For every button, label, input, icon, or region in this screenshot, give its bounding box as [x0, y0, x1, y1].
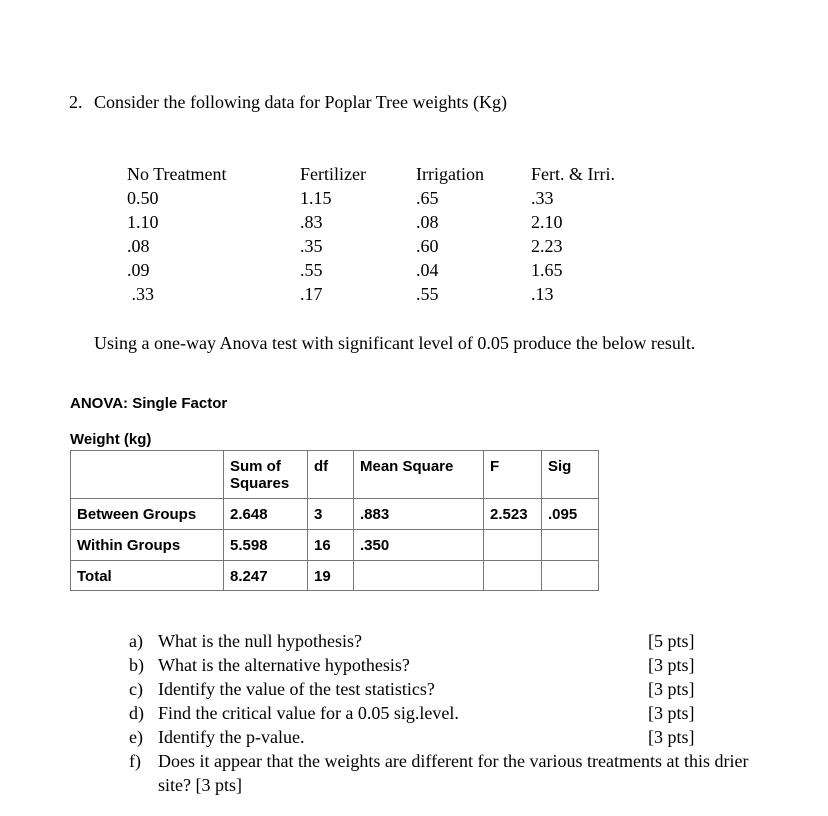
question-text: Consider the following data for Poplar Tree weights (Kg) [94, 92, 507, 112]
data-column-no-treatment [127, 162, 227, 306]
table-row [71, 499, 599, 530]
item-letter: f) [129, 751, 141, 771]
item-letter: c) [129, 679, 143, 699]
anova-table [70, 450, 599, 591]
list-item [129, 629, 769, 653]
data-value: .08 [127, 236, 150, 256]
header-cell: Sum of Squares [224, 451, 308, 499]
table-cell [484, 561, 542, 591]
data-column-irrigation [416, 162, 484, 306]
data-value: 0.50 [127, 188, 159, 208]
table-cell: 2.523 [484, 499, 542, 530]
item-letter: d) [129, 703, 144, 723]
table-cell: 19 [308, 561, 354, 591]
column-header: No Treatment [127, 164, 227, 184]
table-cell: 8.247 [224, 561, 308, 591]
data-value: .55 [300, 260, 323, 280]
table-cell: .883 [354, 499, 484, 530]
data-value: 1.15 [300, 188, 332, 208]
data-value: 1.10 [127, 212, 159, 232]
list-item [129, 701, 769, 725]
data-column-fert-irri [531, 162, 615, 306]
table-row [71, 561, 599, 591]
data-value: .60 [416, 236, 439, 256]
data-value: .55 [416, 284, 439, 304]
item-text: Find the critical value for a 0.05 sig.level. [158, 703, 459, 723]
anova-subtitle: Weight (kg) [70, 431, 152, 448]
data-value: .09 [127, 260, 150, 280]
data-value: .83 [300, 212, 323, 232]
item-letter: b) [129, 655, 144, 675]
row-label: Total [71, 561, 224, 591]
item-letter: a) [129, 631, 143, 651]
list-item [129, 653, 769, 677]
table-cell [354, 561, 484, 591]
data-value: .35 [300, 236, 323, 256]
item-text: Does it appear that the weights are different for the various treatments at this drier site? [3 pts] [158, 751, 749, 795]
table-cell: .350 [354, 530, 484, 561]
column-header: Fertilizer [300, 164, 366, 184]
table-cell [542, 530, 599, 561]
question-list [129, 629, 769, 797]
anova-title: ANOVA: Single Factor [70, 395, 228, 412]
item-points: [3 pts] [648, 703, 695, 723]
table-row [71, 530, 599, 561]
column-header: Irrigation [416, 164, 484, 184]
table-cell: 2.648 [224, 499, 308, 530]
data-value: 2.10 [531, 212, 563, 232]
data-value: .33 [531, 188, 554, 208]
item-points: [3 pts] [648, 655, 695, 675]
header-cell: Mean Square [354, 451, 484, 499]
data-column-fertilizer [300, 162, 366, 306]
data-value: .13 [531, 284, 554, 304]
data-value: .04 [416, 260, 439, 280]
header-cell: df [308, 451, 354, 499]
column-header: Fert. & Irri. [531, 164, 615, 184]
anova-intro-text: Using a one-way Anova test with significant level of 0.05 produce the below result. [94, 333, 696, 353]
table-cell: 3 [308, 499, 354, 530]
table-cell: .095 [542, 499, 599, 530]
data-value: 2.23 [531, 236, 563, 256]
question-heading [69, 90, 507, 114]
table-cell: 16 [308, 530, 354, 561]
item-points: [3 pts] [648, 679, 695, 699]
list-item [129, 677, 769, 701]
question-number: 2. [69, 92, 83, 112]
data-value: .17 [300, 284, 323, 304]
anova-header-row [71, 451, 599, 499]
item-text: What is the alternative hypothesis? [158, 655, 410, 675]
item-text: Identify the value of the test statistics? [158, 679, 435, 699]
header-cell: F [484, 451, 542, 499]
item-points: [5 pts] [648, 631, 695, 651]
list-item [129, 749, 769, 797]
item-text: What is the null hypothesis? [158, 631, 362, 651]
data-value: .08 [416, 212, 439, 232]
header-cell [71, 451, 224, 499]
header-cell: Sig [542, 451, 599, 499]
data-value: .33 [127, 284, 154, 304]
table-cell [484, 530, 542, 561]
row-label: Between Groups [71, 499, 224, 530]
row-label: Within Groups [71, 530, 224, 561]
item-text: Identify the p-value. [158, 727, 305, 747]
table-cell [542, 561, 599, 591]
table-cell: 5.598 [224, 530, 308, 561]
data-value: .65 [416, 188, 439, 208]
data-value: 1.65 [531, 260, 563, 280]
item-points: [3 pts] [648, 727, 695, 747]
list-item [129, 725, 769, 749]
item-letter: e) [129, 727, 143, 747]
